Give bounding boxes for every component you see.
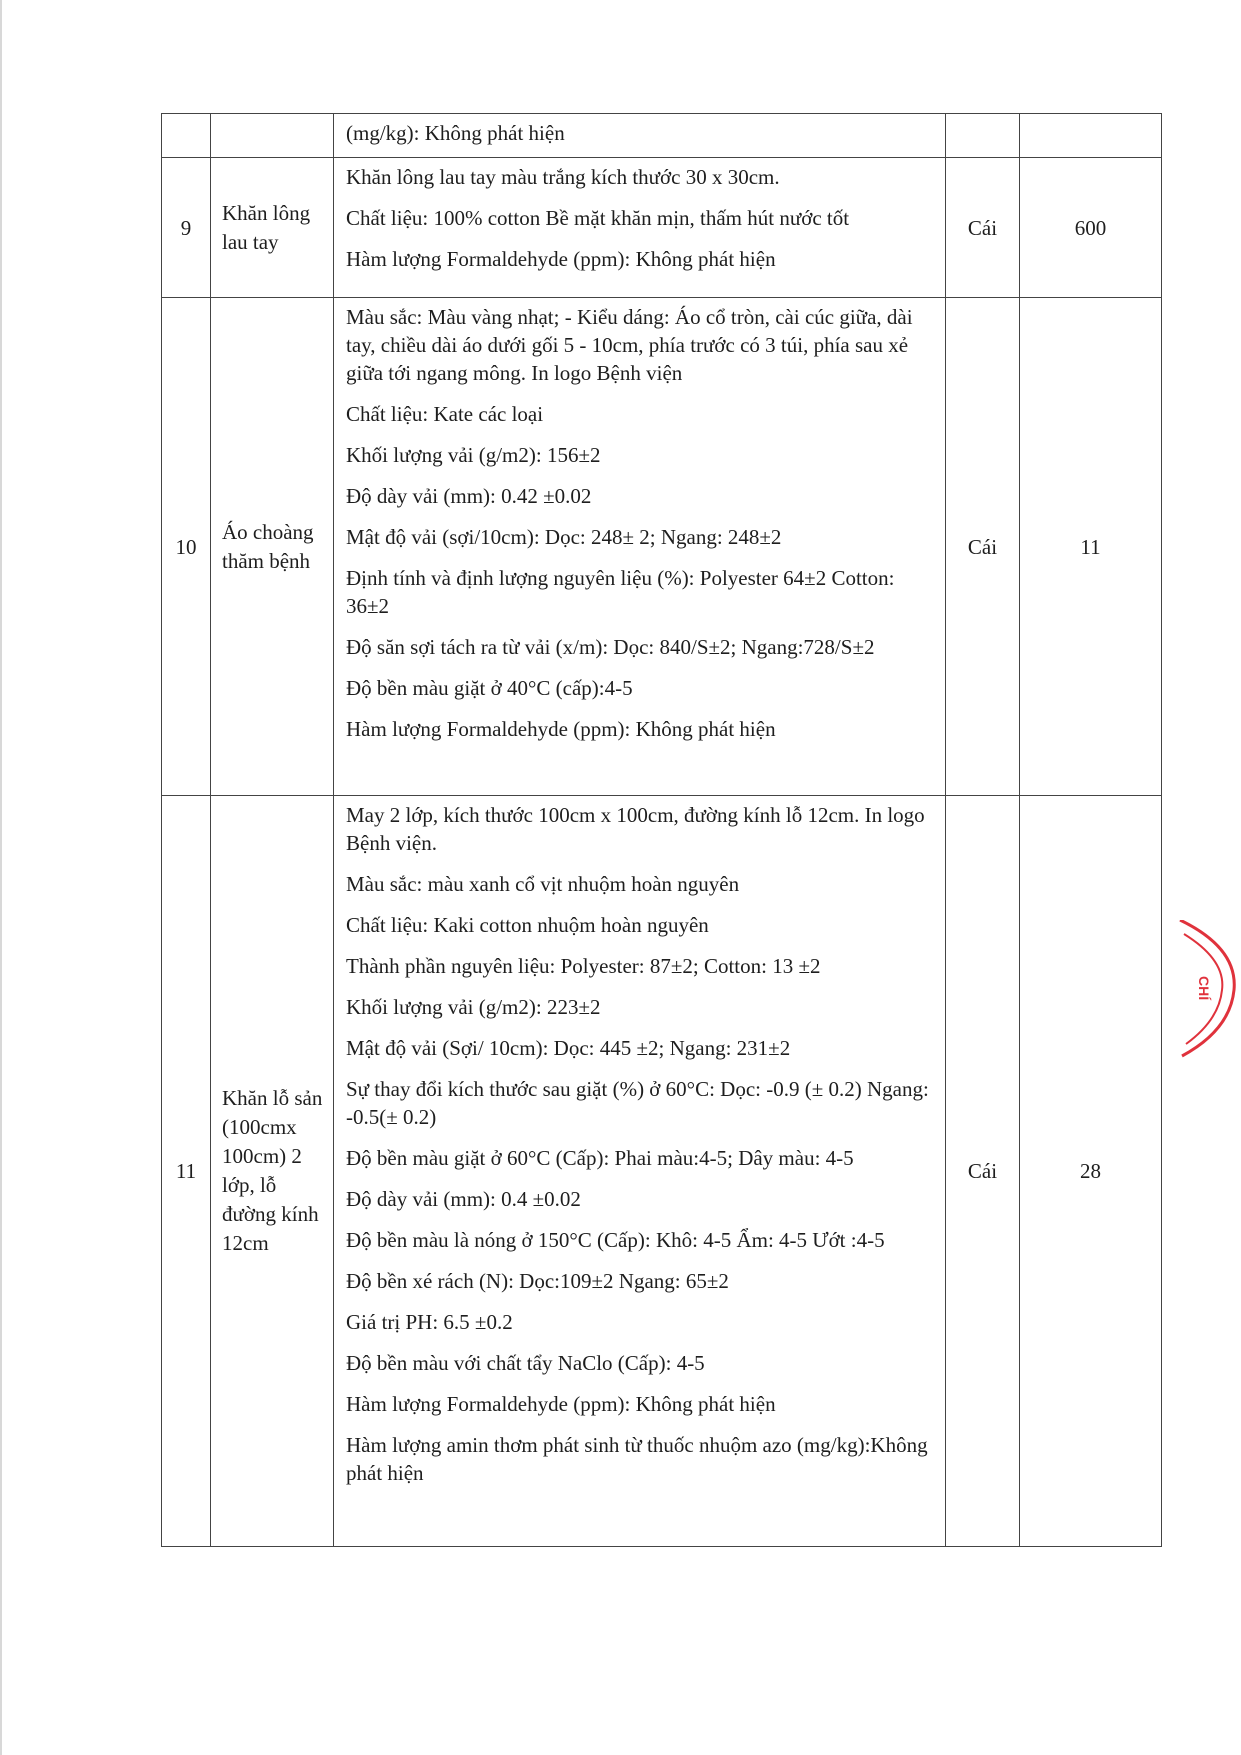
spec-line: Mật độ vải (sợi/10cm): Dọc: 248± 2; Ngang: 248±2	[346, 525, 782, 549]
table-row-continuation	[162, 114, 1162, 158]
spec-line: Độ dày vải (mm): 0.4 ±0.02	[346, 1187, 581, 1211]
item-name: Khăn lông lau tay	[211, 158, 334, 298]
item-quantity: 11	[1020, 298, 1162, 796]
item-unit: Cái	[946, 158, 1020, 298]
item-number: 11	[162, 796, 211, 1547]
table-row-item-11	[162, 796, 1162, 1547]
cell-unit	[946, 114, 1020, 158]
item-name: Áo choàng thăm bệnh	[211, 298, 334, 796]
cell-no	[162, 114, 211, 158]
spec-line: Thành phần nguyên liệu: Polyester: 87±2; Cotton: 13 ±2	[346, 954, 821, 978]
spec-line: Hàm lượng Formaldehyde (ppm): Không phát hiện	[346, 247, 776, 271]
cell-spec	[334, 114, 946, 158]
spec-line: Khối lượng vải (g/m2): 156±2	[346, 443, 601, 467]
spec-line: Chất liệu: 100% cotton Bề mặt khăn mịn, thấm hút nước tốt	[346, 206, 850, 230]
item-quantity: 600	[1020, 158, 1162, 298]
spec-line: Độ bền xé rách (N): Dọc:109±2 Ngang: 65±2	[346, 1269, 729, 1293]
spec-line: Chất liệu: Kaki cotton nhuộm hoàn nguyên	[346, 913, 709, 937]
item-number: 9	[162, 158, 211, 298]
item-spec	[334, 298, 946, 796]
table-row-item-10	[162, 298, 1162, 796]
spec-line: Khăn lông lau tay màu trắng kích thước 30 x 30cm.	[346, 165, 780, 189]
item-unit: Cái	[946, 796, 1020, 1547]
spec-line: Chất liệu: Kate các loại	[346, 402, 544, 426]
spec-line: Sự thay đổi kích thước sau giặt (%) ở 60°C: Dọc: -0.9 (± 0.2) Ngang: -0.5(± 0.2)	[346, 1077, 929, 1129]
item-number: 10	[162, 298, 211, 796]
spec-line: Độ dày vải (mm): 0.42 ±0.02	[346, 484, 592, 508]
spec-line: Độ bền màu với chất tẩy NaClo (Cấp): 4-5	[346, 1351, 705, 1375]
spec-line: Màu sắc: màu xanh cổ vịt nhuộm hoàn nguyên	[346, 872, 740, 896]
spec-line: Khối lượng vải (g/m2): 223±2	[346, 995, 601, 1019]
spec-line: Độ bền màu giặt ở 40°C (cấp):4-5	[346, 676, 633, 700]
item-quantity: 28	[1020, 796, 1162, 1547]
spec-line: Độ bền màu là nóng ở 150°C (Cấp): Khô: 4-5 Ẩm: 4-5 Ướt :4-5	[346, 1228, 885, 1252]
seal-text: CHÍ	[1196, 976, 1212, 1001]
spec-line: (mg/kg): Không phát hiện	[346, 121, 565, 145]
spec-line: Hàm lượng Formaldehyde (ppm): Không phát hiện	[346, 717, 776, 741]
spec-line: Mật độ vải (Sợi/ 10cm): Dọc: 445 ±2; Ngang: 231±2	[346, 1036, 791, 1060]
specification-table	[161, 113, 1162, 1547]
cell-qty	[1020, 114, 1162, 158]
item-spec	[334, 158, 946, 298]
spec-line: May 2 lớp, kích thước 100cm x 100cm, đường kính lỗ 12cm. In logo Bệnh viện.	[346, 803, 925, 855]
cell-name	[211, 114, 334, 158]
item-unit: Cái	[946, 298, 1020, 796]
spec-line: Độ săn sợi tách ra từ vải (x/m): Dọc: 840/S±2; Ngang:728/S±2	[346, 635, 875, 659]
spec-line: Định tính và định lượng nguyên liệu (%): Polyester 64±2 Cotton: 36±2	[346, 566, 895, 618]
spec-line: Hàm lượng Formaldehyde (ppm): Không phát hiện	[346, 1392, 776, 1416]
page-left-edge	[0, 0, 2, 1755]
spec-line: Giá trị PH: 6.5 ±0.2	[346, 1310, 513, 1334]
spec-line: Màu sắc: Màu vàng nhạt; - Kiểu dáng: Áo cổ tròn, cài cúc giữa, dài tay, chiều dài áo dưới gối 5 - 10cm, phía trước có 3 túi, phía sau xẻ giữa tới ngang mông. In logo Bệnh viện	[346, 305, 913, 385]
table-row-item-9	[162, 158, 1162, 298]
spec-line: Độ bền màu giặt ở 60°C (Cấp): Phai màu:4-5; Dây màu: 4-5	[346, 1146, 854, 1170]
red-seal-stamp	[1172, 920, 1238, 1060]
item-spec	[334, 796, 946, 1547]
item-name: Khăn lỗ sản (100cmx 100cm) 2 lớp, lỗ đường kính 12cm	[211, 796, 334, 1547]
spec-line: Hàm lượng amin thơm phát sinh từ thuốc nhuộm azo (mg/kg):Không phát hiện	[346, 1433, 928, 1485]
